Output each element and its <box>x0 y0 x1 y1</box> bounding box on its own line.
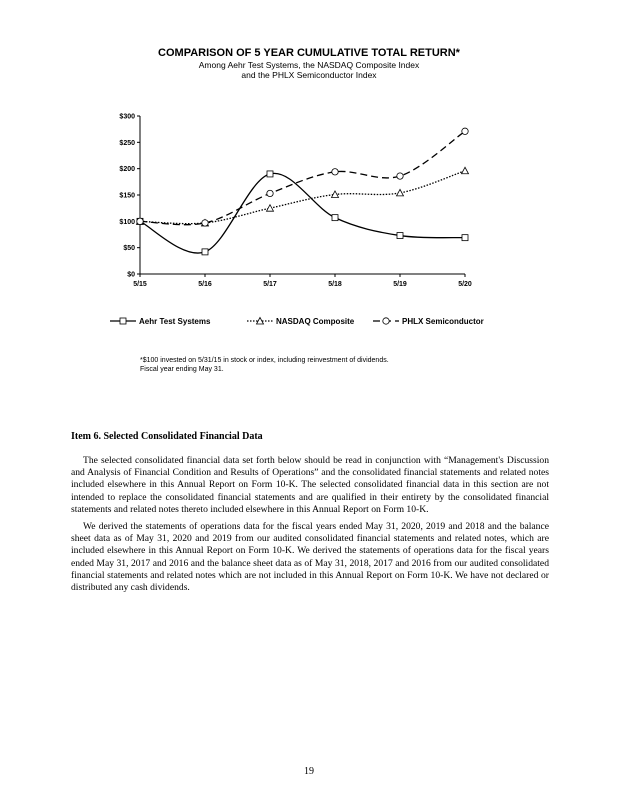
nasdaq-composite-series-marker <box>462 167 469 174</box>
item6-heading: Item 6. Selected Consolidated Financial Data <box>71 431 263 442</box>
aehr-test-systems-series-marker <box>462 235 468 241</box>
x-tick-label: 5/17 <box>263 281 277 288</box>
y-tick-label: $150 <box>119 192 135 200</box>
phlx-semiconductor-series-line <box>140 131 465 224</box>
aehr-test-systems-series-marker <box>267 171 273 177</box>
nasdaq-composite-series-marker <box>267 205 274 212</box>
y-tick-label: $0 <box>127 271 135 279</box>
y-tick-label: $300 <box>119 113 135 121</box>
phlx-semiconductor-series-marker <box>397 173 403 179</box>
phlx-semiconductor-series-marker <box>462 128 468 134</box>
phlx-semiconductor-series-marker <box>267 190 273 196</box>
aehr-test-systems-series-line <box>140 173 465 253</box>
aehr-test-systems-series-legend-marker <box>120 318 126 324</box>
nasdaq-composite-series-marker <box>397 189 404 196</box>
chart-footnote: *$100 invested on 5/31/15 in stock or index, including reinvestment of dividends. <box>140 357 389 364</box>
chart-subtitle-line1: Among Aehr Test Systems, the NASDAQ Composite Index <box>198 60 420 70</box>
phlx-semiconductor-series-marker <box>332 169 338 175</box>
y-tick-label: $100 <box>119 218 135 226</box>
aehr-test-systems-series-marker <box>332 215 338 221</box>
aehr-test-systems-series-legend-label: Aehr Test Systems <box>139 317 211 326</box>
x-tick-label: 5/16 <box>198 281 212 288</box>
phlx-semiconductor-series-marker <box>202 220 208 226</box>
aehr-test-systems-series-marker <box>202 249 208 255</box>
y-tick-label: $250 <box>119 139 135 147</box>
item6-paragraph-1: The selected consolidated financial data set forth below should be read in conjunction with “Management's Discussion and Analysis of Financial Condition and Results of Operations” and the consolidated financial statements and related notes included elsewhere in this Annual Report on Form 10-K. The selected consolidated financial data in this section are not intended to replace the consolidated financial statements and are qualified in their entirety by the consolidated financial statements and related notes thereto included elsewhere in this Annual Report on Form 10-K. <box>71 455 549 515</box>
chart-subtitle-line2: and the PHLX Semiconductor Index <box>241 70 377 80</box>
x-tick-label: 5/15 <box>133 281 147 288</box>
x-tick-label: 5/19 <box>393 281 407 288</box>
chart-title: COMPARISON OF 5 YEAR CUMULATIVE TOTAL RETURN* <box>158 47 460 59</box>
nasdaq-composite-series-line <box>140 171 465 224</box>
x-tick-label: 5/20 <box>458 281 472 288</box>
aehr-test-systems-series-marker <box>397 233 403 239</box>
y-tick-label: $200 <box>119 166 135 174</box>
phlx-semiconductor-series-legend-label: PHLX Semiconductor <box>402 317 484 326</box>
return-chart <box>0 100 618 340</box>
y-tick-label: $50 <box>123 245 135 253</box>
phlx-semiconductor-series-marker <box>137 218 143 224</box>
x-tick-label: 5/18 <box>328 281 342 288</box>
nasdaq-composite-series-legend-label: NASDAQ Composite <box>276 317 355 326</box>
page-number: 19 <box>304 766 314 777</box>
item6-paragraph-2: We derived the statements of operations data for the fiscal years ended May 31, 2020, 2019 and 2018 and the balance sheet data as of May 31, 2020 and 2019 from our audited consolidated financial statements and related notes, which are included elsewhere in this Annual Report on Form 10-K. We derived the statements of operations data for the fiscal years ended May 31, 2017 and 2016 and the balance sheet data as of May 31, 2018, 2017 and 2016 from our audited consolidated financial statements and related notes which are not included in this Annual Report on Form 10-K. We have not declared or distributed any cash dividends. <box>71 521 549 594</box>
chart-footnote-fiscal-year: Fiscal year ending May 31. <box>140 366 224 373</box>
phlx-semiconductor-series-legend-marker <box>383 318 389 324</box>
